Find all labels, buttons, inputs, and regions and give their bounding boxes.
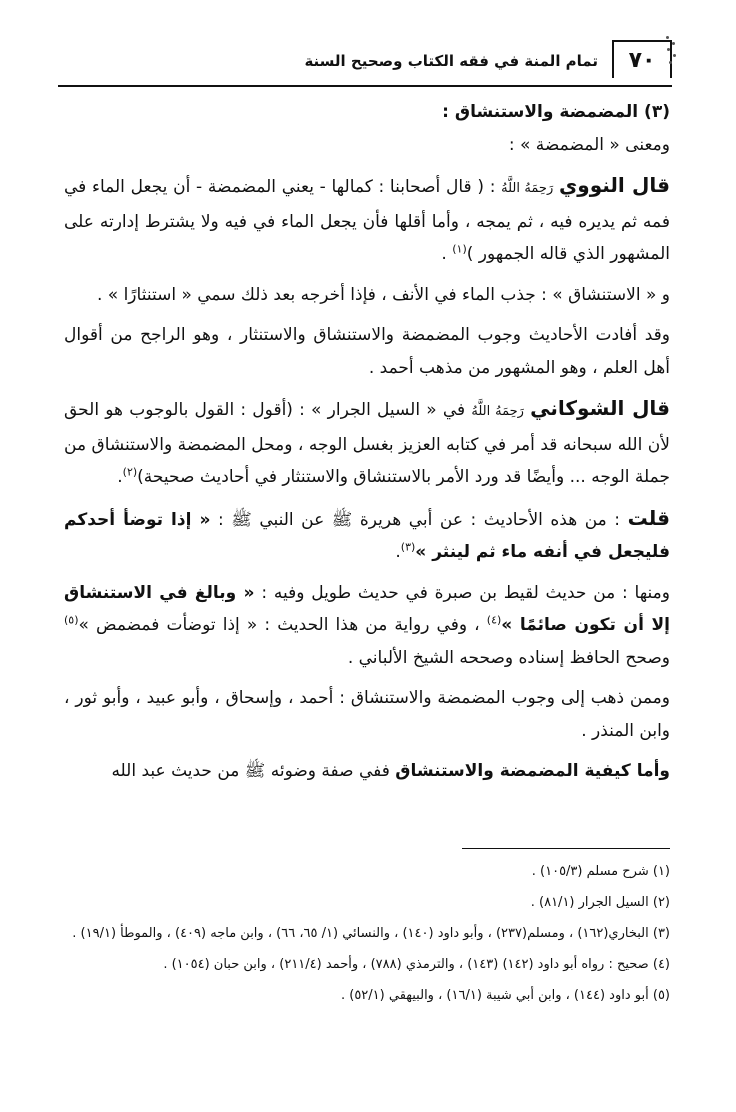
paragraph-lead: قال النووي [558, 173, 671, 197]
paragraph-lead: قلت [627, 505, 670, 530]
footnote: (١) شرح مسلم (١٠٥/٣) . [531, 864, 670, 879]
footnote: (٤) صحيح : رواه أبو داود (١٤٢) (١٤٣) ، والترمذي (٧٨٨) ، وأحمد (٢١١/٤) ، وابن حبان (١٠٥٤) . [163, 957, 670, 972]
paragraph [64, 392, 670, 494]
footnote-ref[interactable]: (٣) [400, 540, 416, 554]
hadith-quote: « إذا توضأ أحدكم فليجعل في أنفه ماء ثم لينثر » [64, 509, 670, 562]
paragraph [64, 755, 670, 788]
paragraph-text: في « السيل الجرار » : (أقول : القول بالوجوب هو الحق لأن الله سبحانه قد أمر في كتابه العزيز بغسل الوجه ، ومحل المضمضة والاستنشاق من جملة الوجه ... وأيضًا قد ورد الأمر بالاستنشاق والاستنثار في أحاديث صحيحة) [64, 400, 670, 487]
paragraph-text: : من هذه الأحاديث : عن أبي هريرة ﷺ عن النبي ﷺ : [218, 509, 621, 530]
paragraph [64, 577, 670, 675]
footnote-ref[interactable]: (٥) [64, 613, 79, 627]
hadith-quote: « وبالغ في الاستنشاق إلا أن تكون صائمًا » [64, 582, 671, 635]
footnote: (٣) البخاري(١٦٢) ، ومسلم(٢٣٧) ، وأبو داود (١٤٠) ، والنسائي (١/ ٦٥، ٦٦) ، وابن ماجه (٤٠٩) ، والموطأ (١٩/١) . [72, 926, 670, 941]
corner-marks [664, 36, 678, 76]
paragraph-text: ففي صفة وضوئه ﷺ من حديث عبد الله [111, 761, 390, 781]
footnote-ref[interactable]: (٢) [122, 465, 138, 479]
footnote: (٢) السيل الجرار (٨١/١) . [530, 895, 670, 910]
header-rule [58, 85, 672, 87]
paragraph: و « الاستنشاق » : جذب الماء في الأنف ، فإذا أخرجه بعد ذلك سمي « استنثارًا » . [96, 284, 670, 305]
paragraph-lead: وأما كيفية المضمضة والاستنشاق [395, 761, 670, 781]
paragraph-end: . [395, 542, 401, 562]
footnotes [64, 856, 670, 1011]
paragraph-end: . [441, 244, 447, 264]
paragraph: وقد أفادت الأحاديث وجوب المضمضة والاستنشاق والاستنثار ، وهو الراجح من أقوال أهل العلم ، وهو المشهور من مذهب أحمد . [64, 325, 670, 378]
honorific: رَحِمَهُ اللَّهُ [471, 404, 524, 419]
footnote-ref[interactable]: (٤) [486, 613, 502, 627]
honorific: رَحِمَهُ اللَّهُ [501, 181, 554, 196]
page-number: ٧٠ [612, 40, 672, 78]
paragraph [64, 169, 670, 271]
running-title: تمام المنة في فقه الكتاب وصحيح السنة [304, 52, 598, 70]
paragraph: وممن ذهب إلى وجوب المضمضة والاستنشاق : أحمد ، وإسحاق ، وأبو عبيد ، وأبو ثور ، وابن المنذر . [64, 688, 670, 741]
paragraph-text: : ( قال أصحابنا : كمالها - يعني المضمضة - أن يجعل الماء في فمه ثم يديره فيه ، ثم يمجه ، وأما أقلها فأن يجعل الماء في فيه ولا يشترط إدارته على المشهور الذي قاله الجمهور ) [64, 177, 670, 264]
paragraph-end: . [117, 467, 123, 487]
paragraph-text: ، وفي رواية من هذا الحديث : « إذا توضأت فمضمض » [78, 615, 480, 635]
section-heading: (٣) المضمضة والاستنشاق : [442, 102, 670, 122]
paragraph: ومعنى « المضمضة » : [508, 134, 670, 155]
paragraph-text: وصحح الحافظ إسناده وصححه الشيخ الألباني . [347, 647, 670, 668]
paragraph-lead: قال الشوكاني [530, 396, 671, 420]
paragraph [64, 502, 670, 569]
paragraph-text: ومنها : من حديث لقيط بن صبرة في حديث طويل وفيه : [261, 582, 670, 603]
main-text [64, 96, 670, 796]
footnote-divider [462, 848, 670, 849]
footnote-ref[interactable]: (١) [452, 242, 467, 256]
footnote: (٥) أبو داود (١٤٤) ، وابن أبي شيبة (١٦/١) ، والبيهقي (٥٢/١) . [340, 988, 670, 1003]
page-header [58, 38, 672, 86]
